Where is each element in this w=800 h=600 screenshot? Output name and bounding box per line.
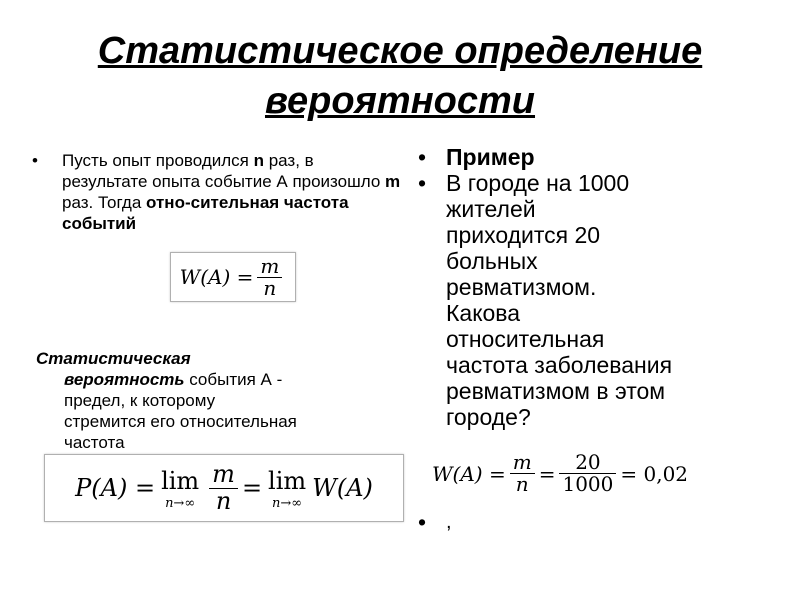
definition-text-3: раз. Тогда bbox=[62, 193, 147, 212]
trailing-comma: , bbox=[446, 511, 452, 533]
stat-term-2: вероятность bbox=[64, 370, 185, 389]
formula2-fraction bbox=[209, 462, 238, 513]
example-den-2: 1000 bbox=[562, 472, 614, 496]
example-line-10: городе? bbox=[446, 404, 531, 430]
formula2-num: m bbox=[212, 460, 235, 489]
stat-text-4: частота bbox=[64, 433, 125, 452]
formula2-lim-2 bbox=[268, 467, 306, 510]
example-line-5: ревматизмом. bbox=[446, 274, 597, 300]
limit-formula bbox=[44, 454, 404, 522]
definition-bullet bbox=[32, 150, 402, 234]
bullet-icon: • bbox=[418, 509, 427, 535]
bullet-icon: • bbox=[418, 170, 427, 196]
stat-text-2: предел, к которому bbox=[64, 391, 216, 410]
stat-term-1: Статистическая bbox=[36, 349, 191, 368]
example-line-1: В городе на 1000 bbox=[446, 170, 630, 196]
definition-var-n: n bbox=[253, 151, 264, 170]
example-line-9: ревматизмом в этом bbox=[446, 378, 666, 404]
lim-sub-2: n→∞ bbox=[272, 495, 303, 511]
formula2-eq: = bbox=[241, 474, 263, 502]
slide-title bbox=[0, 26, 800, 126]
example-line-4: больных bbox=[446, 248, 538, 274]
definition-var-m: m bbox=[385, 172, 401, 191]
definition-text-1: Пусть опыт проводился bbox=[62, 151, 254, 170]
title-line-1: Статистическое определение bbox=[97, 30, 703, 72]
formula1-den: n bbox=[263, 275, 277, 300]
trailing-bullet bbox=[418, 509, 452, 535]
stat-text-1: события А - bbox=[184, 370, 283, 389]
example-heading-bullet bbox=[418, 144, 778, 170]
example-frac-1 bbox=[510, 452, 535, 495]
formula2-den: n bbox=[215, 486, 232, 515]
formula2-lim-1 bbox=[161, 467, 199, 510]
example-num-1: m bbox=[512, 450, 532, 474]
example-line-2: жителей bbox=[446, 196, 536, 222]
example-frac-2 bbox=[559, 452, 616, 495]
example-eq: = bbox=[538, 461, 556, 486]
example-heading: Пример bbox=[446, 144, 535, 170]
example-line-3: приходится 20 bbox=[446, 222, 601, 248]
lim-word: lim bbox=[161, 466, 200, 495]
example-line-6: Какова bbox=[446, 300, 521, 326]
example-text-bullet bbox=[418, 170, 778, 430]
definition-term: отно-сительная частота событий bbox=[62, 193, 349, 233]
bullet-icon: • bbox=[32, 151, 38, 170]
stat-text-3: стремится его относительная bbox=[64, 412, 297, 431]
formula1-fraction bbox=[257, 253, 282, 300]
statistical-probability-definition bbox=[36, 348, 402, 452]
formula2-rhs: W(A) bbox=[312, 474, 373, 502]
lim-word-2: lim bbox=[268, 466, 307, 495]
left-column bbox=[32, 150, 402, 234]
title-line-2: вероятности bbox=[264, 80, 536, 122]
formula1-num: m bbox=[260, 253, 280, 278]
example-formula-lhs: W(A) = bbox=[432, 461, 506, 486]
example-num-2: 20 bbox=[575, 450, 601, 474]
example-line-8: частота заболевания bbox=[446, 352, 673, 378]
formula1-lhs: W(A) = bbox=[179, 265, 254, 289]
right-column bbox=[418, 144, 778, 430]
example-result: = 0,02 bbox=[620, 461, 689, 486]
bullet-icon: • bbox=[418, 144, 427, 170]
definition-text-2: раз, в результате опыта событие А произошло bbox=[62, 151, 386, 191]
formula2-lhs: P(A) = bbox=[75, 474, 156, 502]
example-formula bbox=[432, 452, 688, 495]
relative-frequency-formula bbox=[170, 252, 296, 302]
example-line-7: относительная bbox=[446, 326, 605, 352]
lim-sub: n→∞ bbox=[165, 495, 196, 511]
example-den-1: n bbox=[515, 472, 529, 496]
